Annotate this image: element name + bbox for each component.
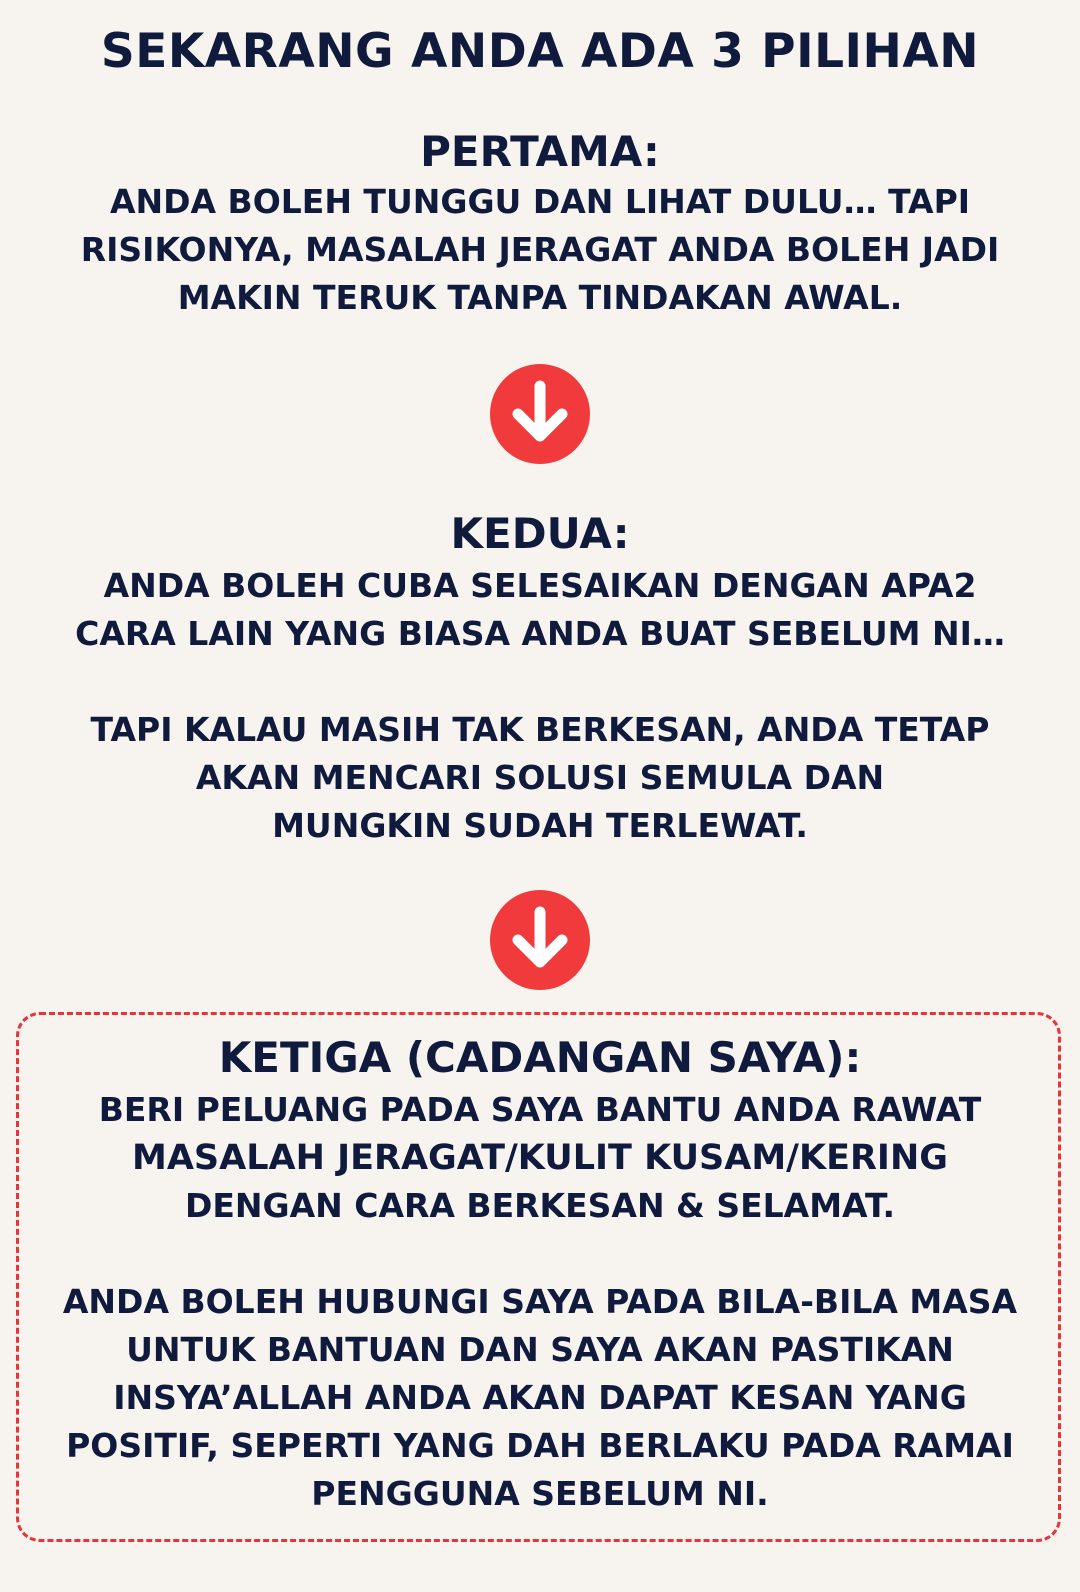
option3-line-8: PENGGUNA SEBELUM NI.: [311, 1474, 769, 1513]
option1-highlight: MASALAH JERAGAT: [305, 230, 657, 269]
option3-line-3: DENGAN CARA BERKESAN & SELAMAT.: [184, 1186, 896, 1225]
page-title: SEKARANG ANDA ADA 3 PILIHAN: [100, 24, 980, 79]
option1-line-1: ANDA BOLEH TUNGGU DAN LIHAT DULU… TAPI: [109, 182, 971, 221]
option2-line-3: TAPI KALAU MASIH TAK BERKESAN, ANDA TETAP: [90, 710, 990, 749]
option2-text-2: [20, 706, 1060, 850]
option3-text-2: [20, 1278, 1060, 1518]
option1-line-3: MAKIN TERUK TANPA TINDAKAN AWAL.: [177, 278, 903, 317]
option2-line-1: ANDA BOLEH CUBA SELESAIKAN DENGAN APA2: [103, 566, 977, 605]
option3-highlight: MASALAH JERAGAT/KULIT KUSAM/KERING: [132, 1138, 948, 1178]
option1-text: [20, 178, 1060, 322]
option3-line-4: ANDA BOLEH HUBUNGI SAYA PADA BILA-BILA MASA: [62, 1282, 1018, 1321]
option3-line-7: POSITIF, SEPERTI YANG DAH BERLAKU PADA RAMAI: [66, 1426, 1014, 1465]
option2-heading: KEDUA:: [450, 509, 630, 558]
option3-text: [20, 1086, 1060, 1230]
option3-line-6: INSYA’ALLAH ANDA AKAN DAPAT KESAN YANG: [113, 1378, 967, 1417]
option3-line-5: UNTUK BANTUAN DAN SAYA AKAN PASTIKAN: [126, 1330, 954, 1369]
option1-heading: PERTAMA:: [420, 127, 660, 176]
arrow-down-circle-icon: [490, 364, 590, 464]
option3-heading: KETIGA (CADANGAN SAYA):: [218, 1033, 862, 1082]
option1-line-2b: ANDA BOLEH JADI: [656, 230, 1000, 269]
option1-line-2: [20, 226, 1060, 274]
option3-line-1: BERI PELUANG PADA SAYA BANTU ANDA RAWAT: [98, 1090, 982, 1129]
option2-line-2: CARA LAIN YANG BIASA ANDA BUAT SEBELUM NI…: [75, 614, 1005, 653]
option2-line-4: AKAN MENCARI SOLUSI SEMULA DAN: [195, 758, 885, 797]
option2-line-5: MUNGKIN SUDAH TERLEWAT.: [272, 806, 808, 845]
arrow-down-circle-icon: [490, 890, 590, 990]
option1-line-2a: RISIKONYA,: [80, 230, 306, 269]
option2-text: [20, 562, 1060, 658]
